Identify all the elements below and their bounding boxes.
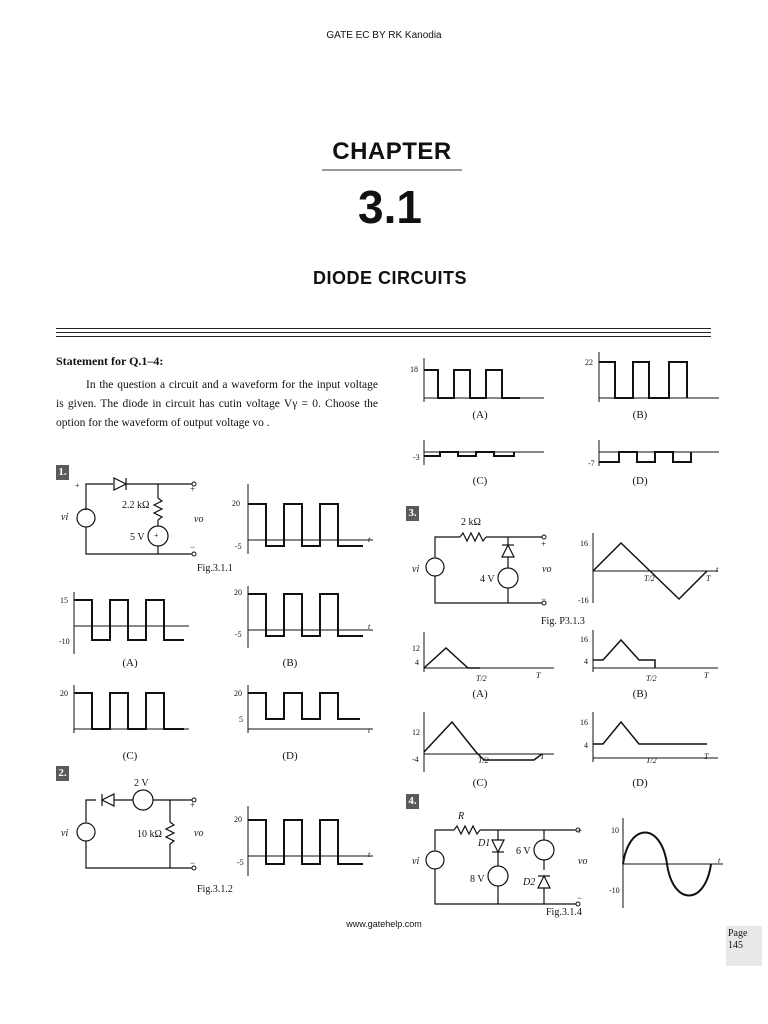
axis-tick: -10 — [59, 637, 70, 646]
page-header: GATE EC BY RK Kanodia — [326, 30, 442, 41]
option-label: (B) — [632, 409, 648, 421]
waveform-q3-input — [593, 533, 718, 603]
chapter-label: CHAPTER — [332, 138, 452, 165]
axis-period: T — [704, 671, 709, 680]
axis-tick: 22 — [585, 358, 593, 367]
waveform-q1-b — [248, 586, 373, 648]
waveform-q1-c — [74, 685, 189, 733]
figure-caption: Fig.3.1.2 — [197, 884, 233, 895]
plus-sign: + — [541, 539, 547, 549]
option-label: (D) — [632, 777, 648, 789]
divider — [56, 332, 711, 333]
axis-tick: 20 — [234, 815, 242, 824]
axis-tick: 18 — [410, 365, 418, 374]
plus-sign: + — [75, 481, 80, 490]
option-label: (A) — [122, 657, 138, 669]
vo-label: vo — [194, 828, 204, 839]
plus-sign: + — [577, 826, 583, 836]
axis-t: t — [368, 622, 371, 631]
waveform-q3-d — [593, 712, 718, 762]
axis-t: t — [368, 850, 371, 859]
source-label: 5 V — [130, 532, 145, 543]
axis-tick: -10 — [609, 886, 620, 895]
footer-url: www.gatehelp.com — [346, 919, 422, 929]
option-label: (B) — [282, 657, 298, 669]
circuit-q3 — [410, 525, 560, 610]
axis-period: T — [536, 671, 541, 680]
resistor-label: R — [458, 811, 465, 822]
question-number: 3. — [406, 506, 419, 521]
waveform-q2-input — [248, 806, 373, 876]
vo-label: vo — [578, 856, 588, 867]
minus-sign: − — [190, 542, 196, 552]
waveform-q2-a — [424, 358, 544, 402]
option-label: (D) — [282, 750, 298, 762]
axis-tick: 20 — [232, 499, 240, 508]
source-label: 2 V — [134, 778, 149, 789]
waveform-q1-d — [248, 685, 373, 733]
option-label: (A) — [472, 409, 488, 421]
axis-t: t — [368, 535, 371, 544]
resistor-label: 2.2 kΩ — [122, 500, 150, 511]
axis-t: t — [368, 726, 371, 735]
axis-tick: 4 — [584, 741, 588, 750]
waveform-q4-input — [623, 818, 723, 908]
question-number: 1. — [56, 465, 69, 480]
axis-half-period: T/2 — [646, 756, 657, 765]
axis-tick: 20 — [234, 588, 242, 597]
resistor-label: 10 kΩ — [137, 829, 162, 840]
vo-label: vo — [542, 564, 552, 575]
source-label: 4 V — [480, 574, 495, 585]
waveform-q2-b — [599, 352, 719, 402]
axis-half-period: T/2 — [646, 674, 657, 683]
diode-label: D2 — [523, 877, 536, 888]
axis-t: t — [718, 856, 721, 865]
axis-tick: 15 — [60, 596, 68, 605]
statement-heading: Statement for Q.1–4: — [56, 354, 164, 368]
chapter-underline — [322, 169, 462, 171]
waveform-q3-c — [424, 712, 554, 772]
question-number: 2. — [56, 766, 69, 781]
minus-sign: − — [577, 893, 583, 903]
axis-tick: 12 — [412, 644, 420, 653]
chapter-number: 3.1 — [358, 181, 422, 233]
figure-caption: Fig. P3.1.3 — [541, 616, 585, 627]
waveform-q2-d — [599, 440, 719, 466]
option-label: (A) — [472, 688, 488, 700]
axis-t: t — [716, 565, 719, 574]
plus-sign: + — [190, 484, 196, 494]
waveform-q3-a — [424, 632, 554, 672]
vi-label: vi — [412, 564, 420, 575]
source-label: 6 V — [516, 846, 531, 857]
question-number: 4. — [406, 794, 419, 809]
resistor-label: 2 kΩ — [461, 517, 481, 528]
statement-text: In the question a circuit and a waveform for the input voltage is given. The diode in circuit has cutin voltage Vγ = 0. Choose the option for the waveform of output voltage vo . — [56, 379, 378, 429]
diode-label: D1 — [478, 838, 491, 849]
plus-sign: + — [190, 800, 196, 810]
axis-tick: -3 — [413, 453, 420, 462]
option-label: (B) — [632, 688, 648, 700]
option-label: (D) — [632, 475, 648, 487]
axis-tick: -4 — [412, 755, 419, 764]
axis-period: T — [704, 752, 709, 761]
divider — [56, 328, 711, 329]
chapter-title: DIODE CIRCUITS — [312, 268, 467, 288]
axis-tick: 20 — [60, 689, 68, 698]
axis-period: T — [540, 752, 545, 761]
circuit-q2 — [58, 790, 208, 880]
waveform-q2-c — [424, 440, 544, 465]
option-label: (C) — [472, 475, 488, 487]
waveform-q1-a — [74, 592, 189, 654]
axis-tick: 16 — [580, 635, 588, 644]
vi-label: vi — [61, 512, 69, 523]
waveform-q1-input — [248, 484, 373, 554]
axis-tick: 20 — [234, 689, 242, 698]
axis-tick: 4 — [415, 658, 419, 667]
circuit-q1 — [58, 476, 208, 566]
axis-tick: 16 — [580, 539, 588, 548]
axis-period: T — [706, 574, 711, 583]
divider — [56, 336, 711, 337]
waveform-q3-b — [593, 630, 718, 672]
axis-tick: 5 — [239, 715, 243, 724]
axis-tick: -16 — [578, 596, 589, 605]
figure-caption: Fig.3.1.1 — [197, 563, 233, 574]
page-number: 145 — [728, 940, 743, 951]
axis-half-period: T/2 — [644, 574, 655, 583]
axis-tick: -7 — [588, 459, 595, 468]
plus-sign: + — [154, 531, 159, 540]
source-label: 8 V — [470, 874, 485, 885]
figure-caption: Fig.3.1.4 — [546, 907, 582, 918]
minus-sign: − — [190, 858, 196, 868]
vo-label: vo — [194, 514, 204, 525]
option-label: (C) — [472, 777, 488, 789]
circuit-q4 — [410, 818, 590, 913]
axis-tick: -5 — [235, 542, 242, 551]
axis-half-period: T/2 — [478, 756, 489, 765]
axis-tick: -5 — [235, 630, 242, 639]
page-label: Page — [728, 928, 748, 939]
axis-tick: 4 — [584, 657, 588, 666]
vi-label: vi — [412, 856, 420, 867]
vi-label: vi — [61, 828, 69, 839]
minus-sign: − — [541, 594, 547, 604]
axis-tick: -5 — [237, 858, 244, 867]
axis-half-period: T/2 — [476, 674, 487, 683]
axis-tick: 10 — [611, 826, 619, 835]
page-number-box — [726, 926, 762, 966]
axis-tick: 16 — [580, 718, 588, 727]
axis-tick: 12 — [412, 728, 420, 737]
option-label: (C) — [122, 750, 138, 762]
